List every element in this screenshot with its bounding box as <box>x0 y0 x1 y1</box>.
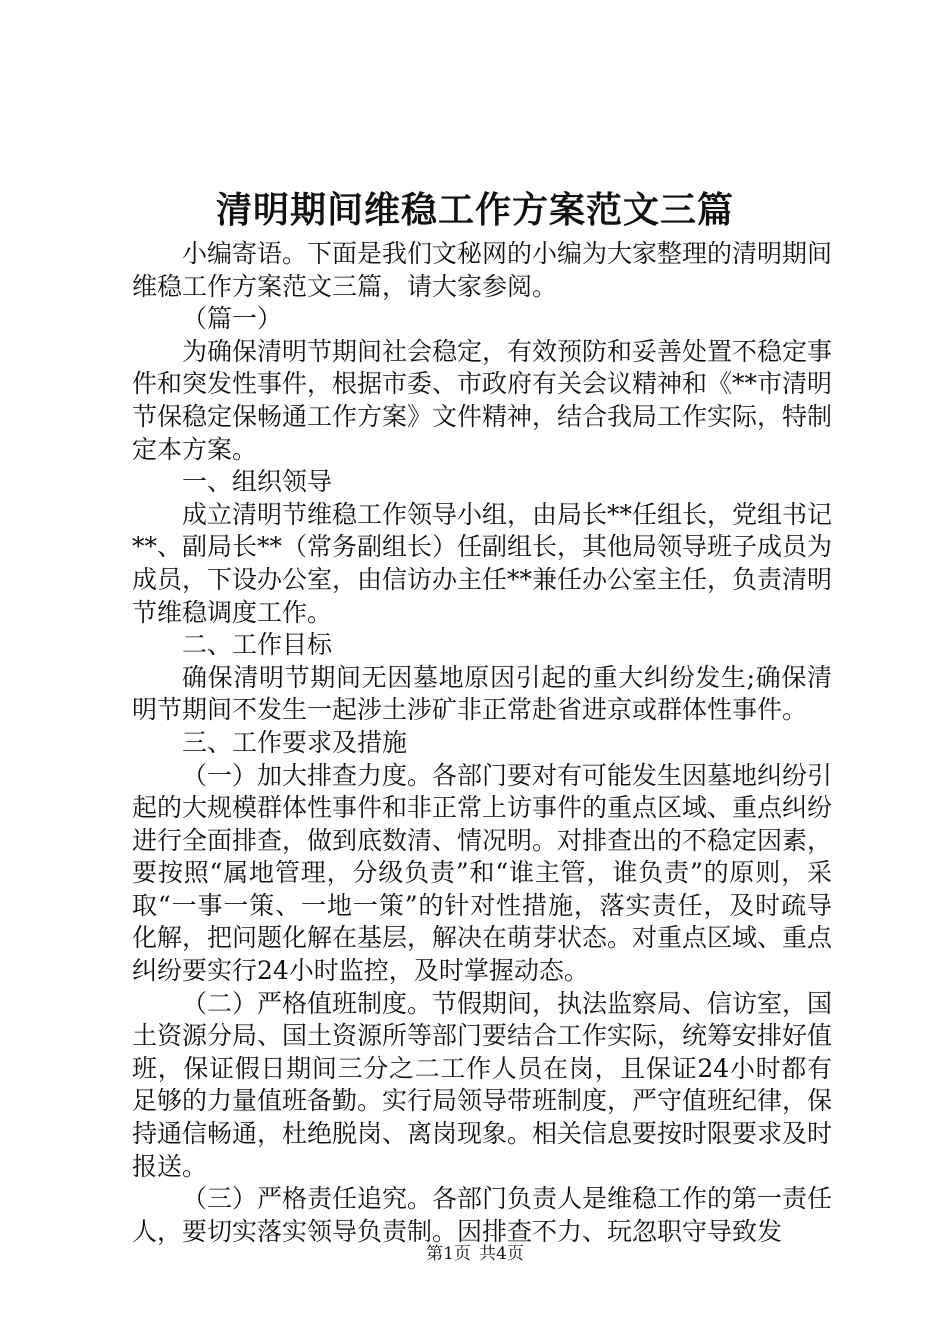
page-total: 共4页 <box>479 1244 524 1264</box>
measure-one-paragraph: （一）加大排查力度。各部门要对有可能发生因墓地纠纷引起的大规模群体性事件和非正常上访事件的重点区域、重点纠纷进行全面排查，做到底数清、情况明。对排查出的不稳定因素，要按照“属地管理，分级负责”和“谁主管，谁负责”的原则，采取“一事一策、一地一策”的针对性措施，落实责任，及时疏导化解，把问题化解在基层，解决在萌芽状态。对重点区域、重点纠纷要实行24小时监控，及时掌握动态。 <box>132 760 833 986</box>
page-footer <box>0 1242 950 1266</box>
goals-paragraph: 确保清明节期间无因墓地原因引起的重大纠纷发生;确保清明节期间不发生一起涉土涉矿非正常赴省进京或群体性事件。 <box>132 662 832 725</box>
measure-two-paragraph: （二）严格值班制度。节假期间，执法监察局、信访室，国土资源分局、国土资源所等部门要结合工作实际，统筹安排好值班，保证假日期间三分之二工作人员在岗，且保证24小时都有足够的力量值班备勤。实行局领导带班制度，严守值班纪律，保持通信畅通，杜绝脱岗、离岗现象。相关信息要按时限要求及时报送。 <box>132 988 833 1181</box>
section-heading-measures: 三、工作要求及措施 <box>182 727 408 757</box>
measure-three-paragraph: （三）严格责任追究。各部门负责人是维稳工作的第一责任人，要切实落实领导负责制。因排查不力、玩忽职守导致发 <box>132 1184 833 1246</box>
document-body <box>132 238 832 1248</box>
organization-paragraph: 成立清明节维稳工作领导小组，由局长**任组长，党组书记**、副局长**（常务副组长）任副组长，其他局领导班子成员为成员，下设办公室，由信访办主任**兼任办公室主任，负责清明节维稳调度工作。 <box>132 499 833 627</box>
section-heading-organization: 一、组织领导 <box>182 467 333 497</box>
section-heading-goals: 二、工作目标 <box>182 630 333 660</box>
intro-paragraph: 小编寄语。下面是我们文秘网的小编为大家整理的清明期间维稳工作方案范文三篇，请大家参阅。 <box>132 239 833 301</box>
purpose-paragraph: 为确保清明节期间社会稳定，有效预防和妥善处置不稳定事件和突发性事件，根据市委、市政府有关会议精神和《**市清明节保稳定保畅通工作方案》文件精神，结合我局工作实际，特制定本方案。 <box>132 336 833 464</box>
part-one-heading: （篇一） <box>182 304 283 334</box>
page-number: 第1页 <box>426 1244 471 1264</box>
document-title: 清明期间维稳工作方案范文三篇 <box>215 189 734 231</box>
